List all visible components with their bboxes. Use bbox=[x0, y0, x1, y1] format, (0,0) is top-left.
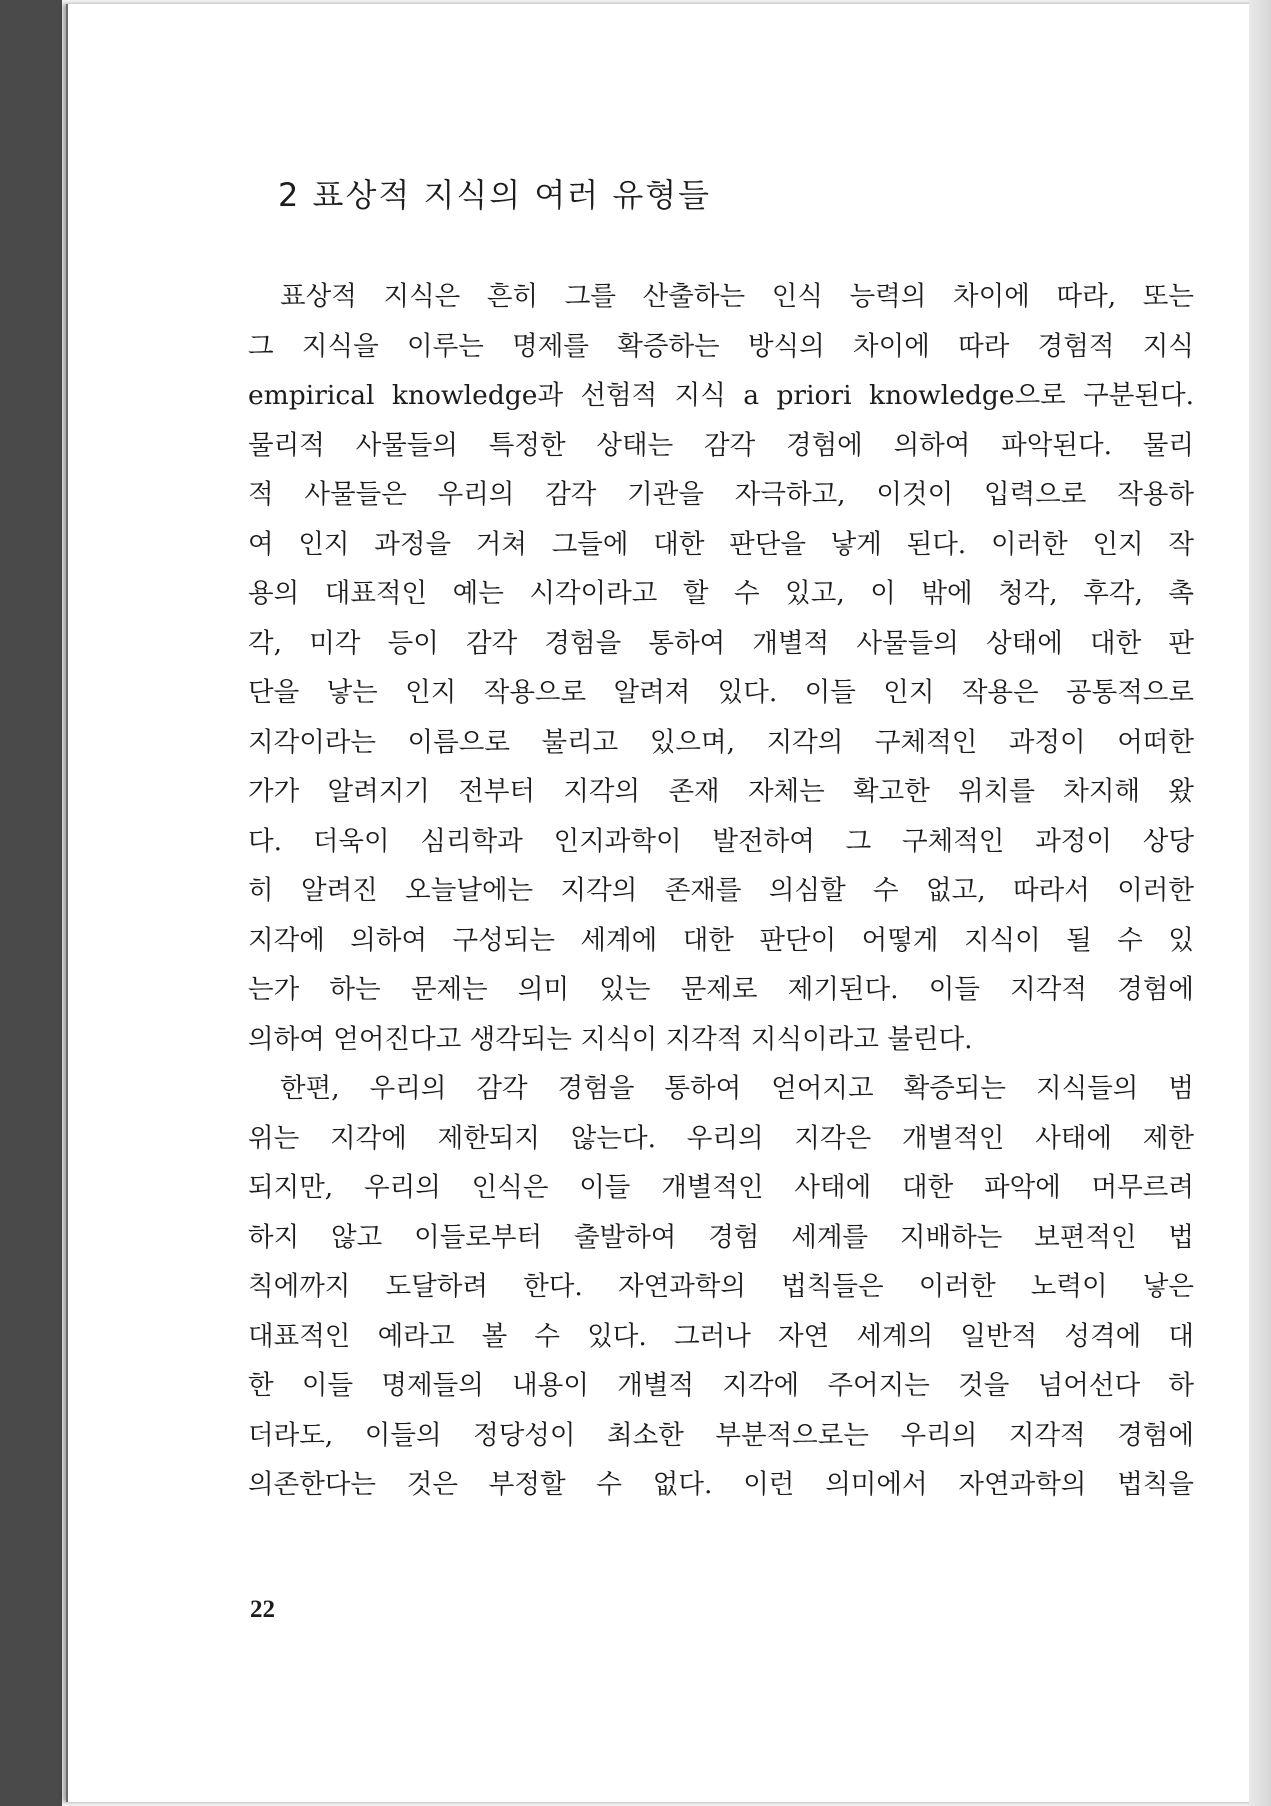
text-line: 한편, 우리의 감각 경험을 통하여 얻어지고 확증되는 지식들의 범 bbox=[280, 1073, 1194, 1104]
text-line: 의존한다는 것은 부정할 수 없다. 이런 의미에서 자연과학의 법칙을 bbox=[248, 1469, 1194, 1500]
text-line: 더라도, 이들의 정당성이 최소한 부분적으로는 우리의 지각적 경험에 bbox=[248, 1419, 1194, 1451]
text-line: 한 이들 명제들의 내용이 개별적 지각에 주어지는 것을 넘어선다 하 bbox=[248, 1370, 1194, 1401]
text-line: 여 인지 과정을 거쳐 그들에 대한 판단을 낳게 된다. 이러한 인지 작 bbox=[248, 528, 1194, 560]
text-line: 적 사물들은 우리의 감각 기관을 자극하고, 이것이 입력으로 작용하 bbox=[248, 479, 1194, 510]
paragraph-2 bbox=[248, 1064, 1194, 1510]
paragraph-1 bbox=[248, 272, 1194, 1064]
text-line: 가가 알려지기 전부터 지각의 존재 자체는 확고한 위치를 차지해 왔 bbox=[248, 776, 1194, 807]
text-line: 각, 미각 등이 감각 경험을 통하여 개별적 사물들의 상태에 대한 판 bbox=[248, 627, 1194, 659]
body-text bbox=[248, 272, 1194, 1510]
text-line: 그 지식을 이루는 명제를 확증하는 방식의 차이에 따라 경험적 지식 bbox=[248, 330, 1194, 362]
text-line: 물리적 사물들의 특정한 상태는 감각 경험에 의하여 파악된다. 물리 bbox=[248, 429, 1194, 461]
text-line: empirical knowledge과 선험적 지식 a priori knowledge으로 구분된다. bbox=[248, 380, 1194, 411]
text-line: 다. 더욱이 심리학과 인지과학이 발전하여 그 구체적인 과정이 상당 bbox=[248, 825, 1194, 857]
text-line: 위는 지각에 제한되지 않는다. 우리의 지각은 개별적인 사태에 제한 bbox=[248, 1122, 1194, 1154]
text-line: 칙에까지 도달하려 한다. 자연과학의 법칙들은 이러한 노력이 낳은 bbox=[248, 1271, 1194, 1302]
section-heading: 2 표상적 지식의 여러 유형들 bbox=[278, 176, 712, 214]
text-line: 하지 않고 이들로부터 출발하여 경험 세계를 지배하는 보편적인 법 bbox=[248, 1221, 1194, 1253]
text-line: 의하여 얻어진다고 생각되는 지식이 지각적 지식이라고 불린다. bbox=[248, 1023, 973, 1055]
text-line: 용의 대표적인 예는 시각이라고 할 수 있고, 이 밖에 청각, 후각, 촉 bbox=[248, 578, 1194, 609]
text-line: 표상적 지식은 흔히 그를 산출하는 인식 능력의 차이에 따라, 또는 bbox=[280, 281, 1194, 312]
text-line: 지각에 의하여 구성되는 세계에 대한 판단이 어떻게 지식이 될 수 있 bbox=[248, 924, 1194, 956]
text-line: 단을 낳는 인지 작용으로 알려져 있다. 이들 인지 작용은 공통적으로 bbox=[248, 677, 1194, 708]
text-line: 지각이라는 이름으로 불리고 있으며, 지각의 구체적인 과정이 어떠한 bbox=[248, 726, 1194, 758]
viewer-edge bbox=[1249, 0, 1271, 1806]
page-number: 22 bbox=[250, 1596, 275, 1623]
text-line: 히 알려진 오늘날에는 지각의 존재를 의심할 수 없고, 따라서 이러한 bbox=[248, 875, 1194, 906]
text-line: 는가 하는 문제는 의미 있는 문제로 제기된다. 이들 지각적 경험에 bbox=[248, 974, 1194, 1005]
book-page bbox=[66, 4, 1258, 1802]
text-line: 되지만, 우리의 인식은 이들 개별적인 사태에 대한 파악에 머무르려 bbox=[248, 1172, 1194, 1203]
text-line: 대표적인 예라고 볼 수 있다. 그러나 자연 세계의 일반적 성격에 대 bbox=[248, 1320, 1194, 1352]
